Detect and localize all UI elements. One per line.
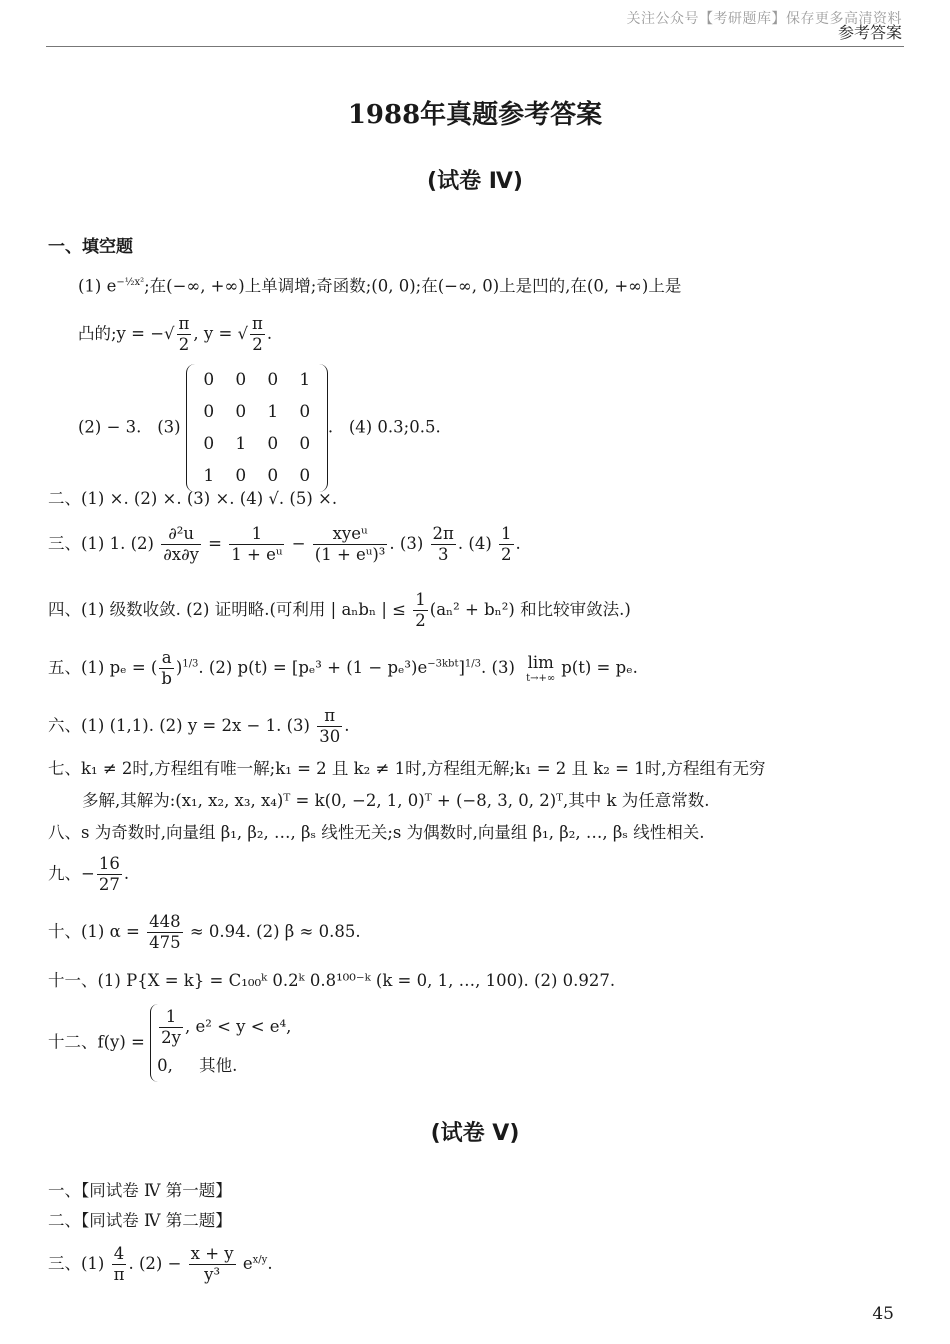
section-4-line <box>48 590 631 631</box>
matrix-cell: 0 <box>235 402 247 422</box>
section-10-line <box>48 912 361 953</box>
s3-partial-derivative: $\frac{\text{∂²u}}{\partial x\partial y}$ <box>163 524 199 564</box>
s5-prefix: 五、(1) pₑ = <box>48 658 146 677</box>
watermark-note: 关注公众号【考研题库】保存更多高清资料 <box>626 11 902 27</box>
section-7-line-1: 七、k₁ ≠ 2时,方程组有唯一解;k₁ = 2 且 k₂ ≠ 1时,方程组无解;k₁ = 2 且 k₂ = 1时,方程组有无穷 <box>48 759 766 778</box>
s1-q1-prefix: (1) e <box>78 276 117 296</box>
p5-fraction-4-over-pi: $\frac{4}{\pi}$ <box>113 1244 125 1284</box>
matrix-cell: 0 <box>203 402 215 422</box>
permutation-matrix <box>186 364 328 492</box>
section-1-heading: 一、填空题 <box>48 237 133 257</box>
s12-prefix: 十二、f(y) = <box>48 1032 145 1052</box>
s3-fraction-half: $\frac{1}{2}$ <box>501 524 512 564</box>
matrix-cell: 1 <box>267 402 279 422</box>
p5-fraction-xy: $\frac{x + y}{\text{y³}}$ <box>190 1244 234 1284</box>
s1-q2-text: (2) − 3. <box>78 417 142 437</box>
paper-iv-heading: (试卷 Ⅳ) <box>427 169 523 194</box>
s4-fraction-half: $\frac{1}{2}$ <box>415 590 426 630</box>
matrix-cell: 0 <box>203 434 215 454</box>
s6-fraction-pi-over-30: $\frac{\pi}{30}$ <box>319 706 341 746</box>
s1-q4-text: (4) 0.3;0.5. <box>348 417 441 437</box>
s1-q1-line2-prefix: 凸的;y = −√ <box>78 324 175 343</box>
s4-suffix: (aₙ² + bₙ²) 和比较审敛法.) <box>429 600 631 619</box>
matrix-cell: 1 <box>299 370 311 390</box>
matrix-cell: 0 <box>203 370 215 390</box>
piecewise-case-2: 0, 其他. <box>157 1056 238 1075</box>
s10-suffix: ≈ 0.94. (2) β ≈ 0.85. <box>189 922 361 941</box>
section-2-line: 二、(1) ×. (2) ×. (3) ×. (4) √. (5) ×. <box>48 489 338 508</box>
p5-section-2-line: 二、【同试卷 Ⅳ 第二题】 <box>48 1211 232 1230</box>
section-12-line <box>48 1004 291 1082</box>
s9-fraction: $\frac{16}{27}$ <box>98 854 120 894</box>
p5-section-3-line: 三、(1) $\frac{4}{\pi}$ . (2) − $\frac{x + y}{\text{y³}}$ $e^{x/y}$. <box>48 1244 273 1284</box>
s3-fraction-2pi-over-3: $\frac{2\pi}{3}$ <box>432 524 454 564</box>
matrix-cell: 0 <box>267 466 279 486</box>
s3-q4-label: . (4) <box>457 534 492 553</box>
s5-part-3-label: . (3) <box>481 658 515 677</box>
page-number: 45 <box>872 1304 894 1324</box>
s3-fraction-2: $\frac{\text{xyeᵘ}}{\text{(1 + eᵘ)³}}$ <box>314 524 386 564</box>
matrix-cell: 0 <box>267 434 279 454</box>
matrix-cell: 0 <box>235 370 247 390</box>
s3-q3-label: . (3) <box>389 534 424 553</box>
s6-prefix: 六、(1) (1,1). (2) y = 2x − 1. (3) <box>48 716 310 735</box>
s10-prefix: 十、(1) α = <box>48 922 140 941</box>
s1-q1-mid: , y = √ <box>193 324 249 343</box>
s12-fraction: $\frac{1}{2y}$ <box>161 1007 181 1047</box>
matrix-cell: 0 <box>299 434 311 454</box>
s1-q3-label: (3) <box>157 417 181 437</box>
s1-fraction-pi-over-2-b: $\frac{\pi}{2}$ <box>252 314 263 354</box>
header-rule <box>46 46 904 47</box>
s4-prefix: 四、(1) 级数收敛. (2) 证明略.(可利用 | aₙbₙ | ≤ <box>48 600 407 619</box>
s1-q2-q3-q4: (2) − 3. (3) 0 0 0 1 0 0 1 0 0 1 0 0 1 0 0 0 . (4) 0.3;0.5. <box>78 364 441 492</box>
matrix-cell: 1 <box>203 466 215 486</box>
s1-q1-text: ;在(−∞, +∞)上单调增;奇函数;(0, 0);在(−∞, 0)上是凹的,在(0, +∞)上是 <box>144 276 682 296</box>
section-9-line: 九、− $\frac{16}{27}$ . <box>48 854 130 894</box>
s5-fraction-a-over-b: $\frac{a}{b}$ <box>161 648 172 688</box>
matrix-cell: 0 <box>267 370 279 390</box>
s1-q1-exponent: −½x² <box>116 277 145 288</box>
s9-prefix: 九、− <box>48 864 95 883</box>
piecewise-brace <box>150 1004 291 1082</box>
s3-prefix: 三、(1) 1. (2) <box>48 534 154 553</box>
running-section-title: 参考答案 <box>837 23 902 42</box>
section-6-line: 六、(1) (1,1). (2) y = 2x − 1. (3) $\frac{\pi}{30}$ . <box>48 706 350 746</box>
paper-v-heading: (试卷 Ⅴ) <box>430 1121 520 1146</box>
matrix-cell: 0 <box>299 402 311 422</box>
s1-q1-line1 <box>78 268 681 302</box>
section-11-line: 十一、(1) P{X = k} = C₁₀₀ᵏ 0.2ᵏ 0.8¹⁰⁰⁻ᵏ (k = 0, 1, …, 100). (2) 0.927. <box>48 971 616 990</box>
section-7-line-2: 多解,其解为:(x₁, x₂, x₃, x₄)ᵀ = k(0, −2, 1, 0)ᵀ + (−8, 3, 0, 2)ᵀ,其中 k 为任意常数. <box>82 791 710 810</box>
section-8-line: 八、s 为奇数时,向量组 β₁, β₂, …, βₛ 线性无关;s 为偶数时,向量组 β₁, β₂, …, βₛ 线性相关. <box>48 823 705 842</box>
s10-fraction: $\frac{448}{475}$ <box>149 912 181 952</box>
s3-fraction-1: $\frac{1}{\text{1 + eᵘ}}$ <box>231 524 283 564</box>
section-5-line: 五、(1) pₑ = ( $\frac{a}{b}$ )$^{1/3}$. (2) $p(t) = [p_e^3 + (1 - p_e^3)e^{-3kbt}]^{1/3}$. (3) lim t→+∞ p(t) = pₑ. <box>48 648 638 688</box>
matrix-cell: 1 <box>235 434 247 454</box>
s1-fraction-pi-over-2-a: $\frac{\pi}{2}$ <box>178 314 190 354</box>
section-3-line: 三、(1) 1. (2) $\frac{\text{∂²u}}{\partial x\partial y}$ = $\frac{1}{\text{1 + eᵘ}}$ − $\frac{\text{xyeᵘ}}{\text{(1 + eᵘ)³}}$ . (3) $\frac{2\pi}{3}$ . (4) $\frac{1}{2}$ . <box>48 524 521 564</box>
s5-limit: lim t→+∞ <box>526 652 556 684</box>
s5-part-2: . (2) p(t) = [pₑ³ + (1 − pₑ³)e <box>198 658 428 677</box>
matrix-cell: 0 <box>299 466 311 486</box>
matrix-cell: 0 <box>235 466 247 486</box>
piecewise-case-1: $\frac{1}{2y}$ , e² < y < e⁴, <box>161 1007 292 1047</box>
p5-section-1-line: 一、【同试卷 Ⅳ 第一题】 <box>48 1181 232 1200</box>
p5-s3-mid: . (2) − <box>128 1254 182 1273</box>
s1-q1-line2: 凸的;y = −√ $\frac{\pi}{2}$ , y = √ $\frac{\pi}{2}$ . <box>78 314 273 354</box>
page-title: 1988年真题参考答案 <box>347 100 603 130</box>
p5-s3-prefix: 三、(1) <box>48 1254 105 1273</box>
